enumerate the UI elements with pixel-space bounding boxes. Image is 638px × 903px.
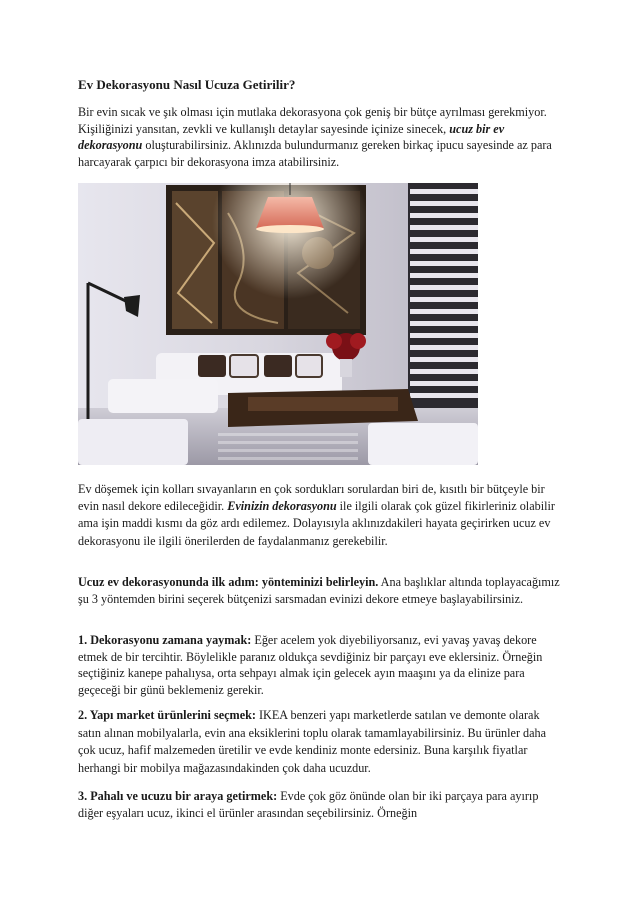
document-title: Ev Dekorasyonu Nasıl Ucuza Getirilir? — [78, 77, 296, 92]
item3-heading: 3. Pahalı ve ucuzu bir araya getirmek: — [78, 789, 278, 803]
list-item-3 — [78, 788, 564, 821]
item3-text: Evde çok göz önünde olan bir iki parçaya para ayırıp diğer eşyaları ucuz, ikinci el ürünler arasından seçebilirsiniz. Örneğin — [78, 789, 539, 820]
paragraph-2 — [78, 481, 564, 550]
intro-text-1: Bir evin sıcak ve şık olması için mutlaka dekorasyona çok geniş bir bütçe ayrılması gerekmiyor. Kişiliğinizi yansıtan, zevkli ve kullanışlı detaylar sayesinde içinize sinecek, — [78, 105, 547, 136]
para3-heading: Ucuz ev dekorasyonunda ilk adım: yönteminizi belirleyin. — [78, 575, 379, 589]
list-item-1 — [78, 632, 564, 698]
intro-paragraph — [78, 104, 564, 170]
para3-text: Ana başlıklar altında toplayacağımız şu 3 yöntemden birini seçerek bütçenizi sarsmadan evinizi dekore etmeye başlayabilirsiniz. — [78, 575, 560, 606]
item1-text: Eğer acelem yok diyebiliyorsanız, evi yavaş yavaş dekore etmek de bir tercihtir. Böylelikle paranız oldukça sevdiğiniz bir parçayı eve eklersiniz. Örneğin seçtiğiniz kanepe pahalıysa, orta sehpayı almak için gelecek ayın maaşını ya da elinize para geçeceği bir günü beklemeniz gerekir. — [78, 633, 543, 697]
para2-text-2: ile ilgili olarak çok güzel fikirleriniz olabilir ama işin maddi kısmı da göz ardı edilemez. Dolayısıyla aklınızdakileri hayata geçirirken ucuz ev dekorasyonu ile ilgili önerilerden de faydalanmanız gerekebilir. — [78, 499, 555, 548]
para2-text-1: Ev döşemek için kolları sıvayanların en çok sordukları sorulardan biri de, kısıtlı bir bütçeyle bir evin nasıl dekore edileceğidir. — [78, 482, 545, 514]
item1-heading: 1. Dekorasyonu zamana yaymak: — [78, 633, 252, 647]
paragraph-3 — [78, 574, 564, 607]
item2-heading: 2. Yapı market ürünlerini seçmek: — [78, 708, 256, 722]
list-item-2 — [78, 707, 564, 777]
para2-bold-phrase: Evinizin dekorasyonu — [227, 499, 337, 514]
item2-text: IKEA benzeri yapı marketlerde satılan ve demonte olarak satın alınan mobilyalarla, evin ana eksiklerini toplu olarak tamamlayabilirsiniz. Bu ürünler daha çok ucuz, hafif malzemeden üretilir ve evde kendiniz monte edersiniz. Buna karşılık fiyatlar herhangi bir mobilya mağazasındakinden çok daha ucuzdur. — [78, 708, 547, 775]
living-room-photo — [78, 183, 478, 465]
intro-text-2: oluşturabilirsiniz. Aklınızda bulundurmanız gereken birkaç ipucu sayesinde az para harcayarak çarpıcı bir dekorasyona imza atabilirsiniz. — [78, 138, 552, 169]
intro-bold-phrase: ucuz bir ev dekorasyonu — [78, 121, 505, 152]
